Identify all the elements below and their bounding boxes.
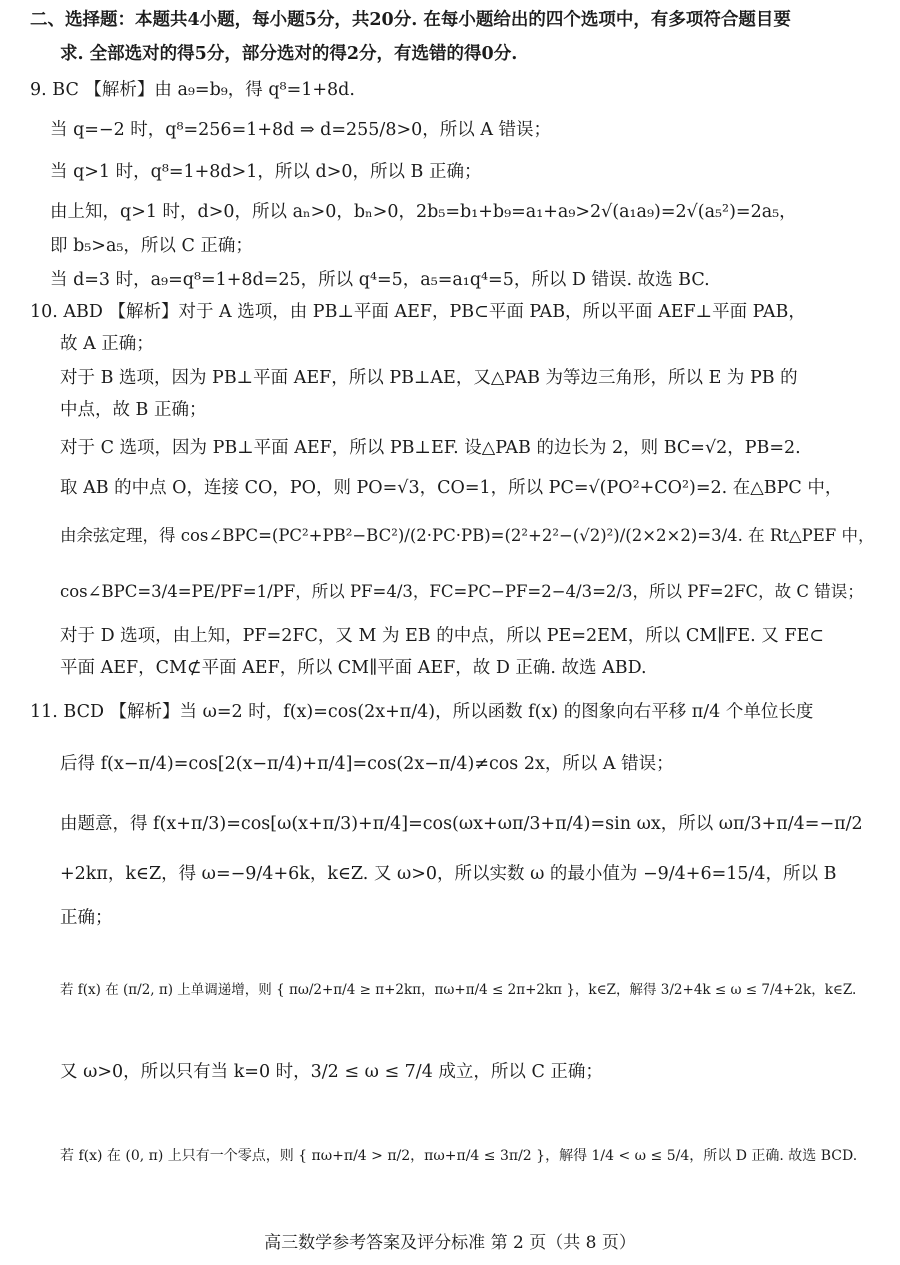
q10-line-3: 对于 B 选项，因为 PB⊥平面 AEF，所以 PB⊥AE，又△PAB 为等边三角形，所以 E 为 PB 的	[60, 368, 798, 388]
q10-line-8: cos∠BPC=3/4=PE/PF=1/PF，所以 PF=4/3，FC=PC−PF=2−4/3=2/3，所以 PF=2FC，故 C 错误；	[60, 582, 864, 601]
q10-line-6: 取 AB 的中点 O，连接 CO，PO，则 PO=√3，CO=1，所以 PC=√(PO²+CO²)=2. 在△BPC 中，	[60, 478, 843, 498]
q9-line-1: 9. BC 【解析】由 a₉=b₉，得 q⁸=1+8d.	[30, 80, 355, 100]
q10-line-1: 10. ABD 【解析】对于 A 选项，由 PB⊥平面 AEF，PB⊂平面 PAB，所以平面 AEF⊥平面 PAB，	[30, 302, 806, 322]
page-footer: 高三数学参考答案及评分标准 第 2 页（共 8 页）	[264, 1233, 636, 1253]
q11-line-7: 又 ω>0，所以只有当 k=0 时，3/2 ≤ ω ≤ 7/4 成立，所以 C 正确；	[60, 1062, 603, 1082]
q11-line-3: 由题意，得 f(x+π/3)=cos[ω(x+π/3)+π/4]=cos(ωx+ωπ/3+π/4)=sin ωx，所以 ωπ/3+π/4=−π/2	[60, 814, 863, 834]
q11-line-4: +2kπ，k∈Z，得 ω=−9/4+6k，k∈Z. 又 ω>0，所以实数 ω 的最小值为 −9/4+6=15/4，所以 B	[60, 864, 837, 884]
q10-line-4: 中点，故 B 正确；	[60, 400, 207, 420]
q10-line-2: 故 A 正确；	[60, 334, 154, 354]
q9-line-6: 当 d=3 时，a₉=q⁸=1+8d=25，所以 q⁴=5，a₅=a₁q⁴=5，所以 D 错误. 故选 BC.	[50, 270, 710, 290]
q9-line-4: 由上知，q>1 时，d>0，所以 aₙ>0，bₙ>0，2b₅=b₁+b₉=a₁+a₉>2√(a₁a₉)=2√(a₅²)=2a₅，	[50, 202, 797, 222]
q11-line-8: 若 f(x) 在 (0, π) 上只有一个零点，则 { πω+π/4 > π/2，πω+π/4 ≤ 3π/2 }，解得 1/4 < ω ≤ 5/4，所以 D 正确. 故选 BCD.	[60, 1148, 858, 1164]
q11-line-2: 后得 f(x−π/4)=cos[2(x−π/4)+π/4]=cos(2x−π/4)≠cos 2x，所以 A 错误；	[60, 754, 674, 774]
q10-line-10: 平面 AEF，CM⊄平面 AEF，所以 CM∥平面 AEF，故 D 正确. 故选 ABD.	[60, 658, 647, 678]
q11-line-1: 11. BCD 【解析】当 ω=2 时，f(x)=cos(2x+π/4)，所以函数 f(x) 的图象向右平移 π/4 个单位长度	[30, 702, 814, 722]
q9-line-5: 即 b₅>a₅，所以 C 正确；	[50, 236, 253, 256]
q11-line-5: 正确；	[60, 908, 113, 928]
q9-line-2: 当 q=−2 时，q⁸=256=1+8d ⇒ d=255/8>0，所以 A 错误；	[50, 120, 552, 140]
q9-line-3: 当 q>1 时，q⁸=1+8d>1，所以 d>0，所以 B 正确；	[50, 162, 482, 182]
q10-line-7: 由余弦定理，得 cos∠BPC=(PC²+PB²−BC²)/(2·PC·PB)=(2²+2²−(√2)²)/(2×2×2)=3/4. 在 Rt△PEF 中，	[60, 526, 875, 545]
section-header-line-1: 二、选择题：本题共4小题，每小题5分，共20分. 在每小题给出的四个选项中，有多项符合题目要	[30, 10, 791, 30]
q10-line-5: 对于 C 选项，因为 PB⊥平面 AEF，所以 PB⊥EF. 设△PAB 的边长为 2，则 BC=√2，PB=2.	[60, 438, 801, 458]
q11-line-6: 若 f(x) 在 (π/2, π) 上单调递增，则 { πω/2+π/4 ≥ π+2kπ，πω+π/4 ≤ 2π+2kπ }，k∈Z，解得 3/2+4k ≤ ω ≤ 7/4+2k，k∈Z.	[60, 982, 857, 998]
q10-line-9: 对于 D 选项，由上知，PF=2FC，又 M 为 EB 的中点，所以 PE=2EM，所以 CM∥FE. 又 FE⊂	[60, 626, 824, 646]
section-header-line-2: 求. 全部选对的得5分，部分选对的得2分，有选错的得0分.	[60, 44, 518, 64]
